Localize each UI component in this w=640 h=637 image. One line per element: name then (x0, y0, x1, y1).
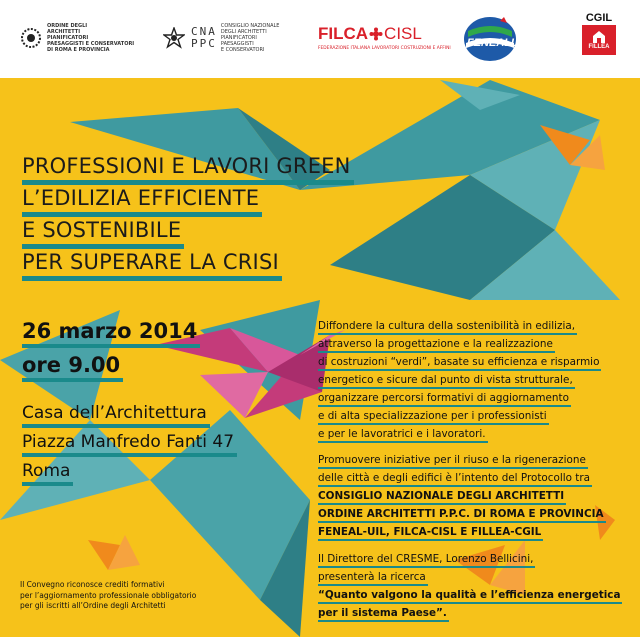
logo-bar (0, 0, 640, 78)
description-line: organizzare percorsi formativi di aggiornamento (318, 392, 571, 407)
logo-ordine-architetti-roma (20, 10, 134, 66)
credits-line: per gli iscritti all’Ordine degli Architetti (20, 601, 166, 610)
filca-tagline: FEDERAZIONE ITALIANA LAVORATORI COSTRUZIONI E AFFINI (318, 46, 451, 51)
credits-line: per l’aggiornamento professionale obbligatorio (20, 590, 197, 600)
italian-emblem-icon (163, 27, 185, 49)
oa-line: PIANIFICATORI (47, 35, 89, 41)
oa-line: ARCHITETTI (47, 29, 81, 35)
protocol-line: Promuovere iniziative per il riuso e la rigenerazione (318, 454, 588, 469)
fillea-building-icon (591, 30, 607, 44)
description-line: di costruzioni “verdi”, basate su efficienza e risparmio (318, 356, 601, 371)
filca-name: FILCA (318, 24, 369, 43)
credits-line: Il Convegno riconosce crediti formativi (20, 580, 165, 589)
venue-line: Piazza Manfredo Fanti 47 (22, 431, 237, 457)
title-line: PER SUPERARE LA CRISI (22, 250, 282, 281)
fillea-badge (582, 25, 616, 55)
oa-emblem-icon (20, 27, 42, 49)
fillea-name: FILLEA (588, 44, 610, 50)
title-line: L’EDILIZIA EFFICIENTE (22, 186, 262, 217)
research-title-line: per il sistema Paese”. (318, 607, 449, 622)
venue-line: Casa dell’Architettura (22, 402, 210, 428)
cnappc-mark-top: CNA (191, 25, 217, 38)
oa-line: PAESAGGISTI E CONSERVATORI (47, 41, 135, 47)
event-time: ore 9.00 (22, 352, 123, 382)
oa-line: DI ROMA E PROVINCIA (47, 47, 110, 53)
description-line: energetico e sicure dal punto di vista strutturale, (318, 374, 575, 389)
logo-fillea-cgil (582, 12, 616, 68)
title-line: PROFESSIONI E LAVORI GREEN (22, 154, 354, 185)
oa-line: ORDINE DEGLI (47, 23, 88, 29)
logo-filca-cisl (318, 10, 451, 66)
protocol-line: delle città e degli edifici è l’intento del Protocollo tra (318, 472, 592, 487)
feneal-name: FENEALUIL (467, 37, 529, 49)
cnappc-line: PAESAGGISTI (220, 41, 254, 47)
description-line: e per le lavoratrici e i lavoratori. (318, 428, 488, 443)
event-date: 26 marzo 2014 (22, 318, 200, 348)
venue-line: Roma (22, 460, 73, 486)
signatory-line: CONSIGLIO NAZIONALE DEGLI ARCHITETTI (318, 490, 566, 505)
logo-feneal-uil (460, 12, 540, 68)
cnappc-line: DEGLI ARCHITETTI (220, 29, 267, 35)
credits-note (20, 580, 196, 612)
cisl-flower-icon (369, 27, 383, 41)
description-line: attraverso la progettazione e la realizzazione (318, 338, 555, 353)
cisl-name: CISL (384, 24, 422, 43)
research-title-line: “Quanto valgono la qualità e l’efficienza energetica (318, 589, 622, 604)
description-line: Diffondere la cultura della sostenibilità in edilizia, (318, 320, 577, 335)
title-line: E SOSTENIBILE (22, 218, 184, 249)
description-line: e di alta specializzazione per i professionisti (318, 410, 549, 425)
cgil-name: CGIL (585, 12, 613, 24)
cnappc-mark-bottom: PPC (191, 37, 217, 50)
cnappc-line: PIANIFICATORI (220, 35, 257, 41)
logo-cnappc (163, 10, 279, 66)
speaker-line: Il Direttore del CRESME, Lorenzo Bellicini, (318, 553, 535, 568)
signatory-line: FENEAL-UIL, FILCA-CISL E FILLEA-CGIL (318, 526, 543, 541)
cnappc-line: E CONSERVATORI (220, 47, 265, 53)
speaker-line: presenterà la ricerca (318, 571, 428, 586)
signatory-line: ORDINE ARCHITETTI P.P.C. DI ROMA E PROVINCIA (318, 508, 606, 523)
cnappc-line: CONSIGLIO NAZIONALE (220, 23, 280, 29)
